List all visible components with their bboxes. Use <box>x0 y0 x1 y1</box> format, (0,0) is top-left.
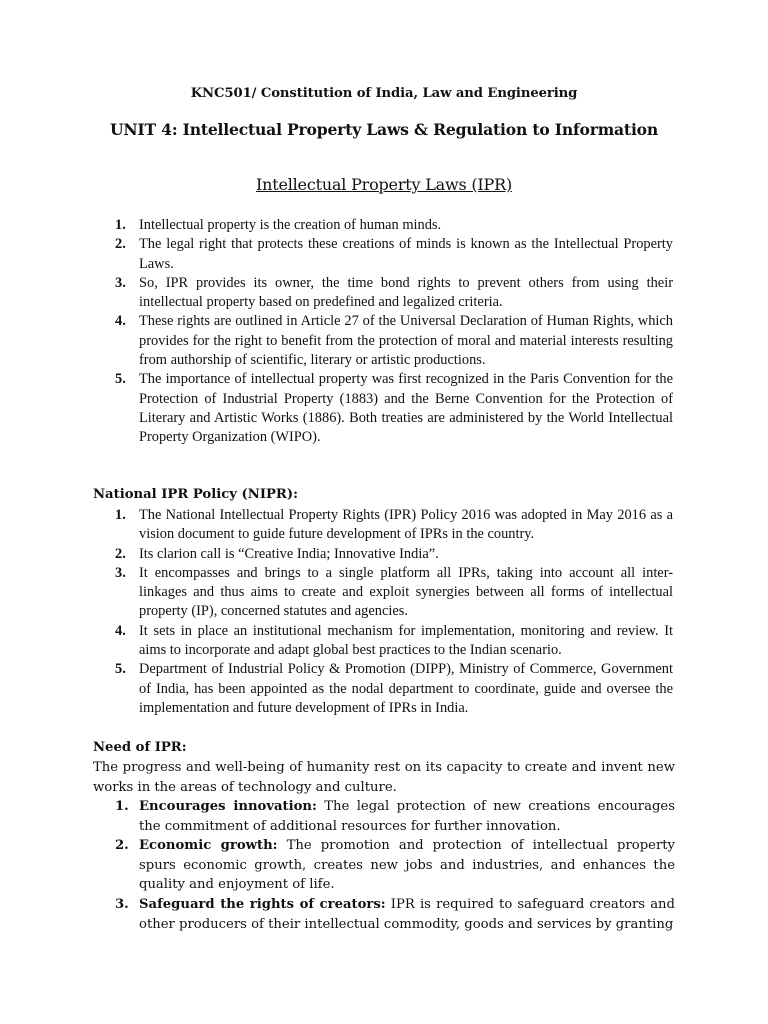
course-code-heading: KNC501/ Constitution of India, Law and Engineering <box>190 86 578 101</box>
list-number: 1. <box>115 217 126 233</box>
list-number: 1. <box>115 507 126 523</box>
list-item <box>93 836 675 895</box>
list-item-label: Encourages innovation: <box>139 799 317 814</box>
list-item <box>93 274 673 313</box>
need-intro-paragraph: The progress and well-being of humanity rest on its capacity to create and invent new works in the areas of technology and culture. <box>93 760 675 795</box>
list-number: 3. <box>115 274 126 291</box>
need-list <box>93 797 675 934</box>
list-number: 2. <box>115 838 129 854</box>
nipr-heading: National IPR Policy (NIPR): <box>93 487 298 502</box>
unit-title: UNIT 4: Intellectual Property Laws & Regulation to Information <box>109 120 659 139</box>
need-heading: Need of IPR: <box>93 740 187 755</box>
list-item-text: Department of Industrial Policy & Promotion (DIPP), Ministry of Commerce, Government of India, has been appointed as the nodal department to coordinate, guide and oversee the implementation and future development of IPRs in India. <box>139 661 673 716</box>
list-item <box>93 895 675 934</box>
list-item-text: The promotion and protection of intellectual property spurs economic growth, creates new jobs and industries, and enhances the quality and enjoyment of life. <box>139 838 675 893</box>
list-number: 1. <box>115 799 129 814</box>
list-number: 2. <box>115 545 126 562</box>
list-item-text: The National Intellectual Property Rights (IPR) Policy 2016 was adopted in May 2016 as a vision document to guide future development of IPRs in the country. <box>139 507 673 543</box>
list-item <box>93 545 673 564</box>
list-number: 2. <box>115 236 126 253</box>
list-number: 3. <box>115 896 129 912</box>
list-item <box>93 797 675 836</box>
list-item <box>93 312 673 370</box>
list-number: 5. <box>115 371 126 388</box>
list-item-text: IPR is required to safeguard creators and other producers of their intellectual commodity, goods and services by granting <box>139 896 675 932</box>
list-item <box>93 370 673 447</box>
list-number: 4. <box>115 622 126 639</box>
list-item <box>93 660 673 718</box>
list-item-text: So, IPR provides its owner, the time bond rights to prevent others from using their intellectual property based on predefined and legalized criteria. <box>139 274 673 311</box>
list-item <box>93 235 673 274</box>
ipr-list <box>93 216 673 448</box>
list-item <box>93 622 673 661</box>
list-item-text: Its clarion call is “Creative India; Innovative India”. <box>139 545 439 562</box>
list-item-label: Economic growth: <box>139 838 278 854</box>
section-title-ipr: Intellectual Property Laws (IPR) <box>256 175 512 194</box>
nipr-list <box>93 506 673 718</box>
list-item-text: Intellectual property is the creation of human minds. <box>139 217 442 233</box>
list-number: 5. <box>115 661 126 678</box>
list-item <box>93 564 673 622</box>
list-item <box>93 216 673 235</box>
list-item <box>93 506 673 545</box>
list-item-label: Safeguard the rights of creators: <box>139 896 386 912</box>
list-item-text: It encompasses and brings to a single platform all IPRs, taking into account all inter-linkages and thus aims to create and exploit synergies between all forms of intellectual property (IP), concerned statutes and agencies. <box>139 564 673 620</box>
list-item-text: It sets in place an institutional mechanism for implementation, monitoring and review. It aims to incorporate and adapt global best practices to the Indian scenario. <box>139 622 673 659</box>
list-number: 3. <box>115 564 126 581</box>
list-item-text: The legal right that protects these creations of minds is known as the Intellectual Property Laws. <box>139 236 673 272</box>
list-number: 4. <box>115 313 126 330</box>
list-item-text: The importance of intellectual property was first recognized in the Paris Convention for the Protection of Industrial Property (1883) and the Berne Convention for the Protection of Literary and Artistic Works (1886). Both treaties are administered by the World Intellectual Property Organization (WIPO). <box>139 371 673 446</box>
list-item-text: These rights are outlined in Article 27 of the Universal Declaration of Human Rights, which provides for the right to benefit from the protection of moral and material interests resulting from authorship of scientific, literary or artistic productions. <box>139 313 673 369</box>
list-item-text: The legal protection of new creations encourages the commitment of additional resources for further innovation. <box>139 799 675 834</box>
